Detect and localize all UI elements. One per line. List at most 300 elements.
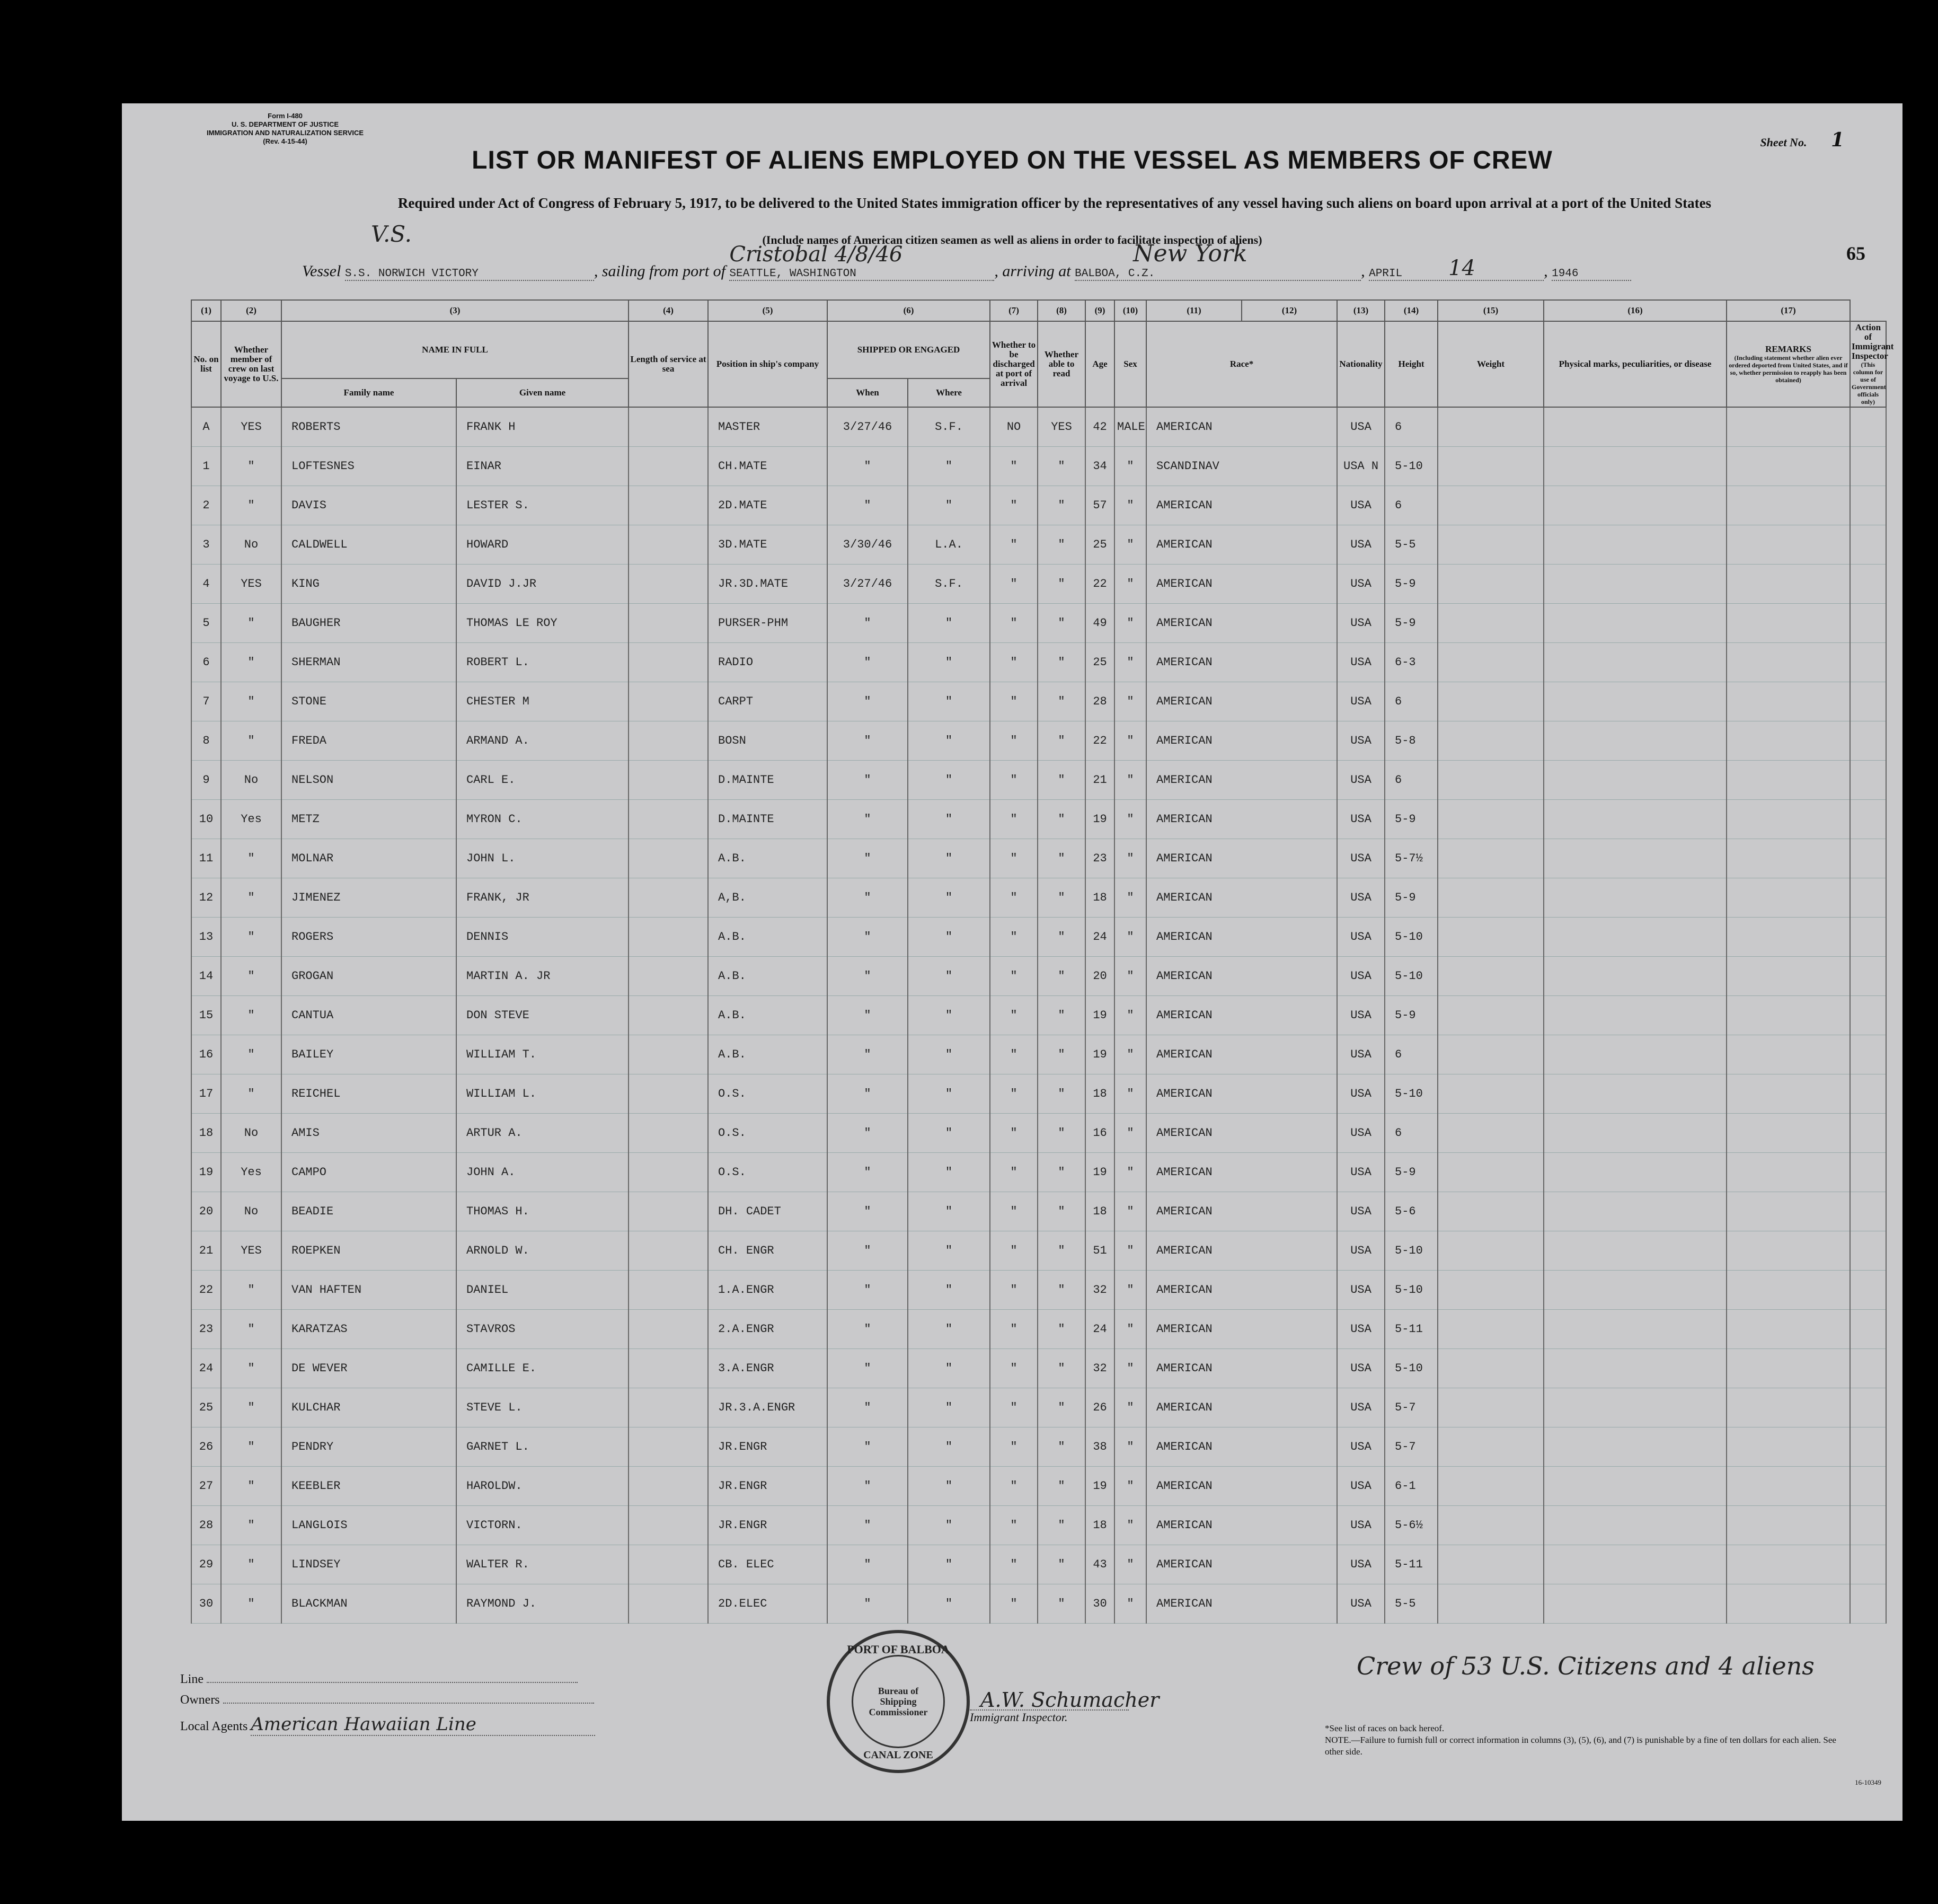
service-length	[629, 957, 708, 996]
line-label: Line	[180, 1672, 203, 1686]
age: 49	[1085, 604, 1114, 643]
remarks	[1727, 1192, 1850, 1231]
sex: "	[1114, 957, 1146, 996]
remarks	[1727, 525, 1850, 565]
header-action	[1850, 321, 1894, 407]
row-number: 9	[191, 761, 221, 800]
remarks	[1727, 761, 1850, 800]
weight	[1438, 996, 1544, 1035]
physical-marks	[1544, 761, 1727, 800]
remarks	[1727, 643, 1850, 682]
given-name: CARL E.	[456, 761, 629, 800]
discharged: "	[990, 565, 1038, 604]
weight	[1438, 1074, 1544, 1114]
family-name: FREDA	[281, 721, 456, 761]
last-voyage: "	[221, 682, 281, 721]
row-number: 3	[191, 525, 221, 565]
given-name: ARTUR A.	[456, 1114, 629, 1153]
weight	[1438, 486, 1544, 525]
shipped-when: "	[827, 996, 908, 1035]
family-name: DAVIS	[281, 486, 456, 525]
row-number: 20	[191, 1192, 221, 1231]
service-length	[629, 1310, 708, 1349]
header-race: Race*	[1146, 321, 1337, 407]
age: 38	[1085, 1427, 1114, 1467]
discharged: "	[990, 918, 1038, 957]
able-read: "	[1038, 1545, 1085, 1584]
family-name: STONE	[281, 682, 456, 721]
header-given: Given name	[456, 378, 629, 407]
punch-hole	[37, 607, 64, 633]
nationality: USA	[1337, 918, 1385, 957]
shipped-when: "	[827, 486, 908, 525]
sex: "	[1114, 918, 1146, 957]
header-position: Position in ship's company	[708, 321, 827, 407]
shipped-when: "	[827, 800, 908, 839]
manifest-sheet	[122, 103, 1902, 1821]
remarks	[1727, 1584, 1850, 1624]
shipped-when: "	[827, 1192, 908, 1231]
sex: "	[1114, 604, 1146, 643]
given-name: CHESTER M	[456, 682, 629, 721]
nationality: USA N	[1337, 447, 1385, 486]
family-name: BAILEY	[281, 1035, 456, 1074]
nationality: USA	[1337, 800, 1385, 839]
shipped-when: "	[827, 1310, 908, 1349]
sailing-port	[729, 242, 994, 281]
shipped-where: "	[908, 878, 990, 918]
table-row	[191, 643, 1886, 682]
row-number: 2	[191, 486, 221, 525]
sex: "	[1114, 682, 1146, 721]
discharged: "	[990, 1074, 1038, 1114]
stamp-line: Bureau of	[878, 1686, 919, 1696]
physical-marks	[1544, 643, 1727, 682]
discharged: "	[990, 996, 1038, 1035]
last-voyage: Yes	[221, 800, 281, 839]
arriving-label: arriving at	[1002, 262, 1071, 280]
family-name: PENDRY	[281, 1427, 456, 1467]
shipped-when: "	[827, 1467, 908, 1506]
header-nationality: Nationality	[1337, 321, 1385, 407]
include-note: (Include names of American citizen seamen as well as aliens in order to facilitate inspection of aliens)	[762, 233, 1262, 246]
row-number: 5	[191, 604, 221, 643]
height: 5-6½	[1385, 1506, 1438, 1545]
sailing-port-hand: Cristobal 4/8/46	[729, 242, 903, 267]
row-number: 15	[191, 996, 221, 1035]
shipped-when: "	[827, 1584, 908, 1624]
last-voyage: "	[221, 1467, 281, 1506]
position: 2.A.ENGR	[708, 1310, 827, 1349]
weight	[1438, 407, 1544, 447]
service-length	[629, 1114, 708, 1153]
weight	[1438, 1153, 1544, 1192]
page-number: 65	[1846, 243, 1865, 264]
inspector-action	[1850, 1153, 1886, 1192]
discharged: "	[990, 761, 1038, 800]
family-name: CANTUA	[281, 996, 456, 1035]
age: 24	[1085, 1310, 1114, 1349]
last-voyage: "	[221, 1271, 281, 1310]
age: 57	[1085, 486, 1114, 525]
discharged: "	[990, 1310, 1038, 1349]
last-voyage: "	[221, 1310, 281, 1349]
nationality: USA	[1337, 682, 1385, 721]
inspector-action	[1850, 1074, 1886, 1114]
service-length	[629, 1231, 708, 1271]
nationality: USA	[1337, 996, 1385, 1035]
inspector-action	[1850, 957, 1886, 996]
agents-value: American Hawaiian Line	[251, 1714, 595, 1736]
height: 5-9	[1385, 800, 1438, 839]
given-name: EINAR	[456, 447, 629, 486]
shipped-when: 3/30/46	[827, 525, 908, 565]
weight	[1438, 1584, 1544, 1624]
table-row	[191, 957, 1886, 996]
discharged: "	[990, 1506, 1038, 1545]
row-number: 14	[191, 957, 221, 996]
able-read: "	[1038, 1467, 1085, 1506]
arriving-port-hand: New York	[1133, 240, 1247, 267]
race: AMERICAN	[1146, 407, 1337, 447]
weight	[1438, 682, 1544, 721]
col-num: (6)	[827, 300, 990, 321]
service-length	[629, 1035, 708, 1074]
shipped-when: "	[827, 1114, 908, 1153]
shipped-where: "	[908, 918, 990, 957]
weight	[1438, 1467, 1544, 1506]
inspector-action	[1850, 1231, 1886, 1271]
nationality: USA	[1337, 1153, 1385, 1192]
page-title: LIST OR MANIFEST OF ALIENS EMPLOYED ON THE VESSEL AS MEMBERS OF CREW	[472, 146, 1553, 174]
family-name: AMIS	[281, 1114, 456, 1153]
shipped-where: S.F.	[908, 407, 990, 447]
position: A.B.	[708, 1035, 827, 1074]
position: BOSN	[708, 721, 827, 761]
weight	[1438, 1271, 1544, 1310]
shipped-when: "	[827, 1035, 908, 1074]
race: AMERICAN	[1146, 996, 1337, 1035]
family-name: MOLNAR	[281, 839, 456, 878]
physical-marks	[1544, 1153, 1727, 1192]
last-voyage: "	[221, 447, 281, 486]
table-row	[191, 525, 1886, 565]
shipped-where: "	[908, 1310, 990, 1349]
last-voyage: "	[221, 1388, 281, 1427]
last-voyage: "	[221, 1035, 281, 1074]
position: JR.3D.MATE	[708, 565, 827, 604]
family-name: DE WEVER	[281, 1349, 456, 1388]
row-number: 29	[191, 1545, 221, 1584]
inspector-action	[1850, 918, 1886, 957]
physical-marks	[1544, 839, 1727, 878]
age: 22	[1085, 565, 1114, 604]
col-num: (17)	[1727, 300, 1850, 321]
height: 5-7½	[1385, 839, 1438, 878]
table-row	[191, 1192, 1886, 1231]
arriving-port-typed: BALBOA, C.Z.	[1075, 268, 1155, 280]
row-number: 26	[191, 1427, 221, 1467]
race: AMERICAN	[1146, 1074, 1337, 1114]
inspector-action	[1850, 1035, 1886, 1074]
col-num: (14)	[1385, 300, 1438, 321]
owners-label: Owners	[180, 1693, 220, 1707]
sex: "	[1114, 1310, 1146, 1349]
shipped-when: "	[827, 761, 908, 800]
last-voyage: "	[221, 721, 281, 761]
weight	[1438, 643, 1544, 682]
shipped-when: "	[827, 1074, 908, 1114]
service-length	[629, 1545, 708, 1584]
column-number-row	[191, 300, 1886, 321]
row-number: 27	[191, 1467, 221, 1506]
able-read: "	[1038, 1114, 1085, 1153]
race: AMERICAN	[1146, 604, 1337, 643]
sex: "	[1114, 1231, 1146, 1271]
table-row	[191, 1388, 1886, 1427]
able-read: "	[1038, 1506, 1085, 1545]
inspector-action	[1850, 1388, 1886, 1427]
row-number: 4	[191, 565, 221, 604]
service-length	[629, 721, 708, 761]
weight	[1438, 721, 1544, 761]
inspector-action	[1850, 407, 1886, 447]
physical-marks	[1544, 1035, 1727, 1074]
race: AMERICAN	[1146, 1035, 1337, 1074]
able-read: "	[1038, 1035, 1085, 1074]
inspector-action	[1850, 839, 1886, 878]
header-no: No. on list	[191, 321, 221, 407]
last-voyage: YES	[221, 1231, 281, 1271]
inspector-action	[1850, 1310, 1886, 1349]
inspector-action	[1850, 1114, 1886, 1153]
race: AMERICAN	[1146, 486, 1337, 525]
position: DH. CADET	[708, 1192, 827, 1231]
header-row	[191, 321, 1886, 378]
race: AMERICAN	[1146, 918, 1337, 957]
action-sub: (This column for use of Government officials only)	[1852, 361, 1886, 406]
shipped-where: "	[908, 1114, 990, 1153]
race: AMERICAN	[1146, 1584, 1337, 1624]
able-read: "	[1038, 918, 1085, 957]
table-row	[191, 1153, 1886, 1192]
able-read: "	[1038, 447, 1085, 486]
given-name: MARTIN A. JR	[456, 957, 629, 996]
able-read: "	[1038, 1349, 1085, 1388]
weight	[1438, 1192, 1544, 1231]
age: 18	[1085, 878, 1114, 918]
shipped-where: "	[908, 839, 990, 878]
header-height: Height	[1385, 321, 1438, 407]
col-num: (7)	[990, 300, 1038, 321]
race: AMERICAN	[1146, 800, 1337, 839]
sex: "	[1114, 1114, 1146, 1153]
shipped-where: "	[908, 1427, 990, 1467]
age: 19	[1085, 1467, 1114, 1506]
sex: "	[1114, 1506, 1146, 1545]
physical-marks	[1544, 1467, 1727, 1506]
last-voyage: "	[221, 1584, 281, 1624]
physical-marks	[1544, 486, 1727, 525]
discharged: "	[990, 447, 1038, 486]
discharged: "	[990, 721, 1038, 761]
given-name: FRANK H	[456, 407, 629, 447]
table-row	[191, 682, 1886, 721]
fine-note: NOTE.—Failure to furnish full or correct information in columns (3), (5), (6), and (7) is punishable by a fine of ten dollars for each alien. See other side.	[1325, 1735, 1836, 1757]
physical-marks	[1544, 1114, 1727, 1153]
remarks-sub: (Including statement whether alien ever ordered deported from United States, and if so, whether permission to reapply has been obtained)	[1729, 354, 1848, 384]
age: 16	[1085, 1114, 1114, 1153]
position: D.MAINTE	[708, 761, 827, 800]
inspector-action	[1850, 525, 1886, 565]
service-length	[629, 761, 708, 800]
race-note: *See list of races on back hereof.	[1325, 1723, 1445, 1733]
physical-marks	[1544, 1192, 1727, 1231]
height: 6	[1385, 1035, 1438, 1074]
nationality: USA	[1337, 643, 1385, 682]
weight	[1438, 1114, 1544, 1153]
height: 6	[1385, 1114, 1438, 1153]
shipped-where: "	[908, 1271, 990, 1310]
nationality: USA	[1337, 1545, 1385, 1584]
race: AMERICAN	[1146, 1506, 1337, 1545]
shipped-when: 3/27/46	[827, 407, 908, 447]
position: JR.3.A.ENGR	[708, 1388, 827, 1427]
position: A.B.	[708, 839, 827, 878]
service-length	[629, 1074, 708, 1114]
inspector-action	[1850, 800, 1886, 839]
able-read: "	[1038, 996, 1085, 1035]
position: JR.ENGR	[708, 1506, 827, 1545]
race: AMERICAN	[1146, 878, 1337, 918]
sheet-value: 1	[1830, 129, 1844, 151]
discharged: "	[990, 1192, 1038, 1231]
age: 51	[1085, 1231, 1114, 1271]
service-length	[629, 996, 708, 1035]
service-length	[629, 682, 708, 721]
age: 32	[1085, 1271, 1114, 1310]
able-read: "	[1038, 761, 1085, 800]
crew-rows	[191, 407, 1886, 1624]
given-name: CAMILLE E.	[456, 1349, 629, 1388]
row-number: 25	[191, 1388, 221, 1427]
race: AMERICAN	[1146, 1427, 1337, 1467]
weight	[1438, 525, 1544, 565]
position: CB. ELEC	[708, 1545, 827, 1584]
family-name: CAMPO	[281, 1153, 456, 1192]
able-read: "	[1038, 1584, 1085, 1624]
weight	[1438, 1035, 1544, 1074]
discharged: "	[990, 878, 1038, 918]
shipped-when: "	[827, 957, 908, 996]
weight	[1438, 839, 1544, 878]
stamp-top-text: PORT OF BALBOA	[847, 1643, 950, 1656]
service-length	[629, 1153, 708, 1192]
sex: "	[1114, 643, 1146, 682]
arriving-port	[1075, 240, 1361, 281]
remarks	[1727, 1310, 1850, 1349]
position: 3.A.ENGR	[708, 1349, 827, 1388]
weight	[1438, 957, 1544, 996]
height: 5-9	[1385, 878, 1438, 918]
sex: "	[1114, 800, 1146, 839]
sex: MALE	[1114, 407, 1146, 447]
given-name: STEVE L.	[456, 1388, 629, 1427]
discharged: "	[990, 839, 1038, 878]
sex: "	[1114, 1153, 1146, 1192]
inspector-action	[1850, 996, 1886, 1035]
height: 5-7	[1385, 1427, 1438, 1467]
position: O.S.	[708, 1153, 827, 1192]
race: AMERICAN	[1146, 761, 1337, 800]
age: 18	[1085, 1506, 1114, 1545]
header-shipped: SHIPPED OR ENGAGED	[827, 321, 990, 378]
height: 5-11	[1385, 1545, 1438, 1584]
header-name: NAME IN FULL	[281, 321, 629, 378]
inspector-action	[1850, 1506, 1886, 1545]
race: AMERICAN	[1146, 1349, 1337, 1388]
service-length	[629, 525, 708, 565]
service-length	[629, 1271, 708, 1310]
table-row	[191, 1310, 1886, 1349]
inspector-action	[1850, 1545, 1886, 1584]
remarks	[1727, 800, 1850, 839]
given-name: DENNIS	[456, 918, 629, 957]
position: 2D.ELEC	[708, 1584, 827, 1624]
col-num: (16)	[1544, 300, 1727, 321]
sex: "	[1114, 839, 1146, 878]
sex: "	[1114, 486, 1146, 525]
age: 22	[1085, 721, 1114, 761]
able-read: "	[1038, 800, 1085, 839]
nationality: USA	[1337, 1271, 1385, 1310]
remarks	[1727, 486, 1850, 525]
family-name: REICHEL	[281, 1074, 456, 1114]
race: AMERICAN	[1146, 957, 1337, 996]
remarks	[1727, 1506, 1850, 1545]
row-number: 23	[191, 1310, 221, 1349]
table-row	[191, 878, 1886, 918]
discharged: "	[990, 957, 1038, 996]
race: AMERICAN	[1146, 1271, 1337, 1310]
given-name: HOWARD	[456, 525, 629, 565]
race: AMERICAN	[1146, 643, 1337, 682]
position: D.MAINTE	[708, 800, 827, 839]
family-name: BEADIE	[281, 1192, 456, 1231]
physical-marks	[1544, 525, 1727, 565]
nationality: USA	[1337, 1231, 1385, 1271]
family-name: BLACKMAN	[281, 1584, 456, 1624]
given-name: ARNOLD W.	[456, 1231, 629, 1271]
age: 18	[1085, 1074, 1114, 1114]
service-length	[629, 878, 708, 918]
col-num: (1)	[191, 300, 221, 321]
age: 34	[1085, 447, 1114, 486]
shipped-where: "	[908, 1035, 990, 1074]
family-name: KING	[281, 565, 456, 604]
able-read: "	[1038, 1271, 1085, 1310]
last-voyage: "	[221, 1074, 281, 1114]
physical-marks	[1544, 1584, 1727, 1624]
position: JR.ENGR	[708, 1467, 827, 1506]
weight	[1438, 918, 1544, 957]
port-stamp	[827, 1630, 970, 1773]
sex: "	[1114, 1035, 1146, 1074]
service-length	[629, 1349, 708, 1388]
row-number: 18	[191, 1114, 221, 1153]
header-read: Whether able to read	[1038, 321, 1085, 407]
table-row	[191, 721, 1886, 761]
